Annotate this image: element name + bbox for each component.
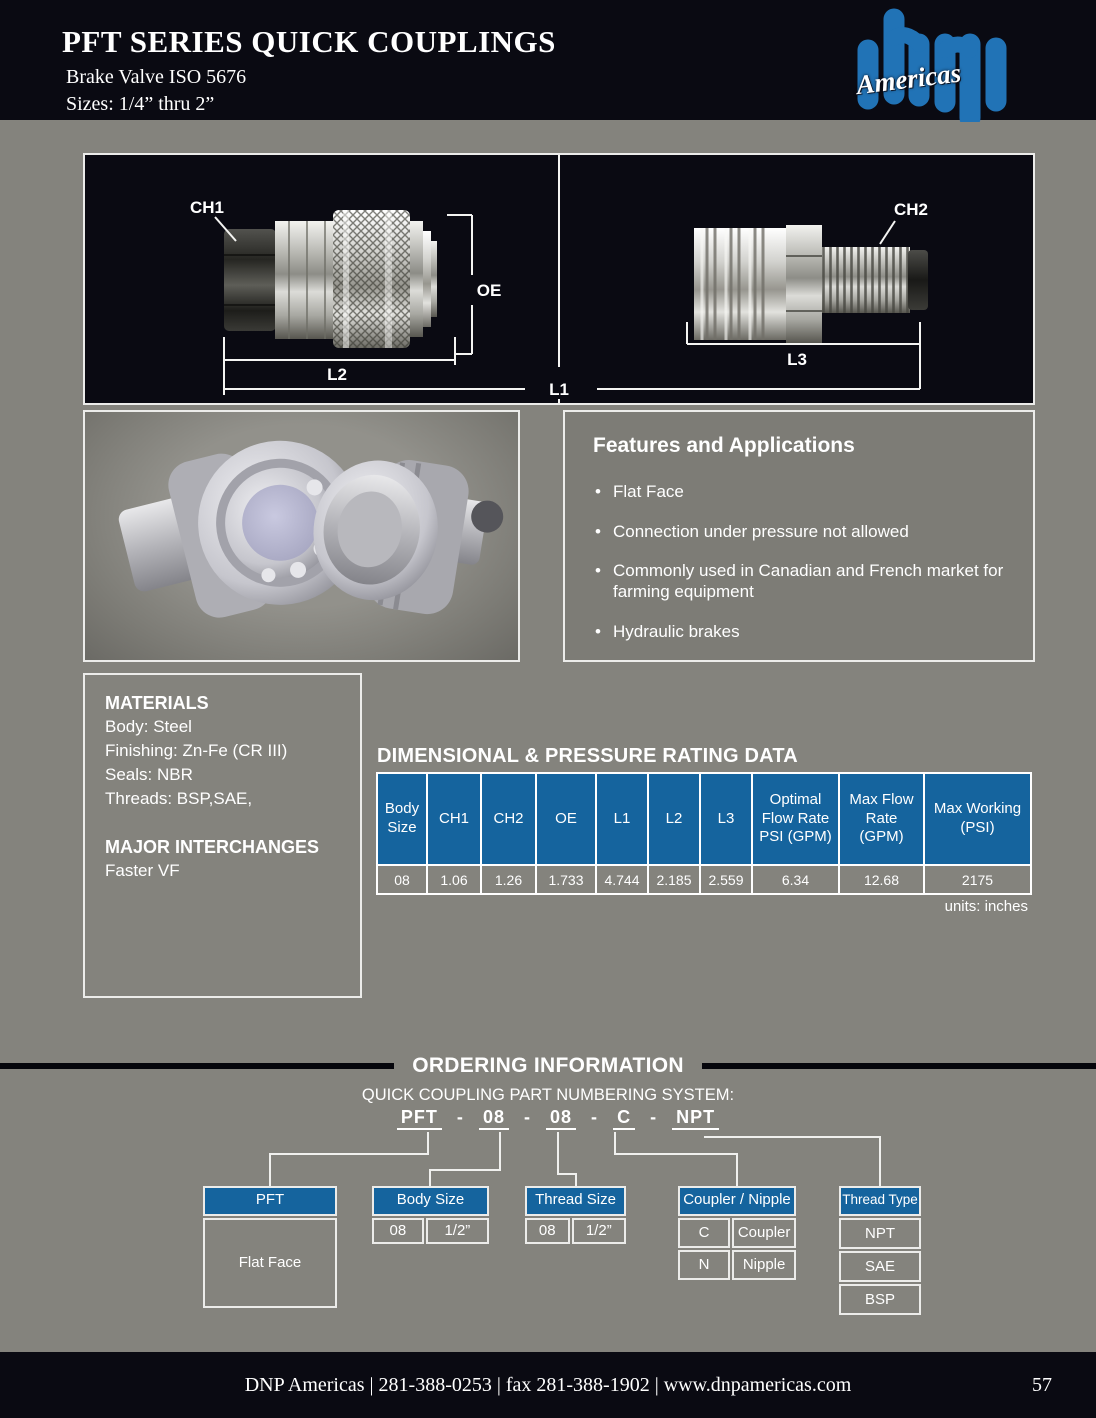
feature-item — [595, 622, 1007, 643]
feature-item — [595, 482, 1007, 503]
dim-header-row — [377, 773, 1031, 865]
ordering-title-rule — [0, 1054, 1096, 1078]
part-separator: - — [650, 1107, 658, 1127]
materials-title: MATERIALS — [105, 693, 209, 713]
order-box-body-size-header: Body Size — [372, 1186, 489, 1216]
dim-col-header: OE — [536, 773, 596, 865]
part-number — [10, 1107, 1096, 1128]
dim-label-l3: L3 — [787, 350, 807, 369]
feature-text: Commonly used in Canadian and French market for farming equipment — [613, 561, 1004, 602]
dim-col-header: CH1 — [427, 773, 481, 865]
coupler-side-illustration — [224, 210, 437, 348]
coupler-code: C — [678, 1218, 730, 1248]
bullet-icon: • — [595, 621, 601, 641]
part-separator: - — [591, 1107, 599, 1127]
dim-label-l1: L1 — [549, 380, 569, 399]
dim-cell: 12.68 — [839, 865, 924, 894]
dim-cell: 2175 — [924, 865, 1031, 894]
part-separator: - — [523, 1107, 531, 1127]
features-title: Features and Applications — [593, 434, 855, 457]
part-segment-thread-size: 08 — [546, 1107, 576, 1130]
bullet-icon: • — [595, 521, 601, 541]
rule-line-left — [0, 1063, 394, 1069]
dim-label-l2: L2 — [327, 365, 347, 384]
thread-type-option: SAE — [839, 1251, 921, 1282]
dimensional-table — [376, 772, 1032, 895]
materials-line: Seals: NBR — [105, 765, 193, 784]
dim-col-header: Body Size — [377, 773, 427, 865]
thread-type-option: NPT — [839, 1218, 921, 1249]
header-band — [0, 0, 1096, 120]
rule-line-right — [702, 1063, 1096, 1069]
features-list — [595, 482, 1007, 643]
order-box-thread-type — [839, 1186, 921, 1315]
coupler-value: Coupler — [732, 1218, 796, 1248]
bullet-icon: • — [595, 482, 601, 501]
part-segment-series: PFT — [397, 1107, 442, 1130]
materials-panel — [83, 673, 362, 998]
dim-table-title: DIMENSIONAL & PRESSURE RATING DATA — [377, 745, 798, 767]
dim-cell: 1.06 — [427, 865, 481, 894]
body-size-code: 08 — [372, 1218, 424, 1244]
nipple-value: Nipple — [732, 1250, 796, 1280]
feature-item — [595, 561, 1007, 602]
nipple-side-illustration — [694, 225, 928, 343]
logo-americas-script: Americas — [854, 57, 963, 101]
materials-line: Body: Steel — [105, 717, 192, 736]
dim-cell: 4.744 — [596, 865, 648, 894]
features-panel — [563, 410, 1035, 662]
dim-cell: 6.34 — [752, 865, 839, 894]
ordering-title: ORDERING INFORMATION — [412, 1054, 684, 1077]
part-number-connector-lines — [0, 1130, 1096, 1186]
footer-contact: DNP Americas | 281-388-0253 | fax 281-388-1902 | www.dnpamericas.com — [244, 1373, 852, 1396]
feature-text: Connection under pressure not allowed — [613, 521, 909, 541]
product-photo-illustration — [85, 412, 518, 660]
dim-col-header: L1 — [596, 773, 648, 865]
ordering-subtitle: QUICK COUPLING PART NUMBERING SYSTEM: — [361, 1086, 735, 1104]
part-separator: - — [456, 1107, 464, 1127]
part-segment-body-size: 08 — [479, 1107, 509, 1130]
dim-cell: 2.559 — [700, 865, 752, 894]
dim-cell: 1.733 — [536, 865, 596, 894]
feature-item — [595, 522, 1007, 543]
interchanges-value: Faster VF — [105, 861, 180, 880]
thread-type-option: BSP — [839, 1284, 921, 1315]
dim-label-ch1: CH1 — [189, 198, 225, 217]
order-box-thread-type-header: Thread Type — [839, 1186, 921, 1216]
page-number: 57 — [1032, 1373, 1052, 1396]
order-box-coupler-header: Coupler / Nipple — [678, 1186, 796, 1216]
feature-text: Flat Face — [613, 482, 684, 501]
dim-col-header: L3 — [700, 773, 752, 865]
order-box-coupler-nipple — [678, 1186, 796, 1280]
dim-data-row — [377, 865, 1031, 894]
dnp-americas-logo — [848, 6, 1024, 122]
nipple-code: N — [678, 1250, 730, 1280]
dim-col-header: CH2 — [481, 773, 536, 865]
dim-col-header: Max Flow Rate (GPM) — [839, 773, 924, 865]
interchanges-title: MAJOR INTERCHANGES — [105, 837, 320, 857]
materials-line: Finishing: Zn-Fe (CR III) — [105, 741, 288, 760]
dim-label-ch2: CH2 — [893, 200, 929, 219]
dim-col-header: L2 — [648, 773, 700, 865]
order-box-thread-size-header: Thread Size — [525, 1186, 626, 1216]
order-box-series — [203, 1186, 337, 1308]
order-box-series-header: PFT — [203, 1186, 337, 1216]
part-segment-coupler: C — [613, 1107, 635, 1130]
page-subtitle-standard: Brake Valve ISO 5676 — [66, 66, 247, 88]
page-title: PFT SERIES QUICK COUPLINGS — [62, 24, 556, 59]
dim-cell: 08 — [377, 865, 427, 894]
bullet-icon: • — [595, 561, 601, 581]
materials-line: Threads: BSP,SAE, — [105, 789, 253, 808]
units-note: units: inches — [944, 898, 1028, 915]
order-box-thread-size — [525, 1186, 626, 1244]
product-photo-panel — [83, 410, 520, 662]
dim-label-oe: OE — [476, 281, 502, 300]
dim-cell: 1.26 — [481, 865, 536, 894]
dim-cell: 2.185 — [648, 865, 700, 894]
dimension-drawing — [85, 155, 1033, 403]
order-box-body-size — [372, 1186, 489, 1244]
technical-drawing-panel — [83, 153, 1035, 405]
thread-size-value: 1/2” — [572, 1218, 626, 1244]
body-size-value: 1/2” — [426, 1218, 489, 1244]
dim-col-header: Max Working (PSI) — [924, 773, 1031, 865]
page-subtitle-sizes: Sizes: 1/4” thru 2” — [66, 93, 215, 115]
order-box-series-value: Flat Face — [203, 1218, 337, 1308]
thread-size-code: 08 — [525, 1218, 570, 1244]
dim-col-header: Optimal Flow Rate PSI (GPM) — [752, 773, 839, 865]
feature-text: Hydraulic brakes — [613, 621, 740, 641]
part-segment-thread-type: NPT — [672, 1107, 719, 1130]
